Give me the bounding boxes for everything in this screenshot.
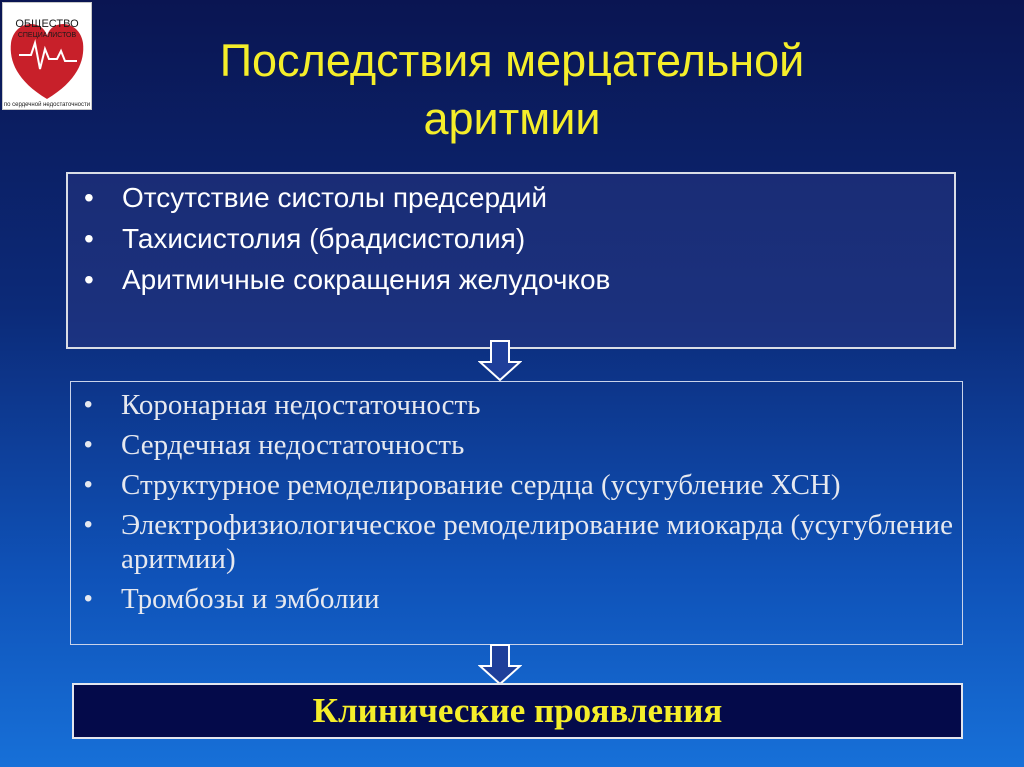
logo-text-top: ОБЩЕСТВО [15, 18, 79, 30]
list-item-text: Электрофизиологическое ремоделирование миокарда (усугубление аритмии) [121, 509, 953, 575]
bullet: • [84, 585, 93, 612]
list-item-text: Структурное ремоделирование сердца (усугубление ХСН) [121, 469, 841, 501]
list-item [68, 218, 954, 259]
slide-title [100, 32, 924, 148]
list-item-text: Тахисистолия (брадисистолия) [122, 223, 526, 254]
bullet: • [84, 264, 94, 295]
bullet: • [84, 471, 93, 498]
clinical-manifestations-box [72, 683, 963, 739]
title-line-1: Последствия мерцательной [219, 35, 805, 86]
list-item [71, 428, 962, 462]
society-logo [2, 2, 92, 110]
list-item-text: Аритмичные сокращения желудочков [122, 264, 611, 295]
list-item [71, 388, 962, 422]
clinical-manifestations-label: Клинические проявления [312, 691, 723, 730]
logo-text-arc: по сердечной недостаточности [3, 102, 91, 108]
heart-logo-icon [3, 3, 91, 109]
bullet: • [84, 391, 93, 418]
logo-text-mid: СПЕЦИАЛИСТОВ [17, 32, 77, 39]
list-item [71, 582, 962, 616]
bullet: • [84, 182, 94, 213]
list-item-text: Тромбозы и эмболии [121, 583, 380, 615]
list-item-text: Коронарная недостаточность [121, 389, 481, 421]
bullet: • [84, 511, 93, 538]
list-item [68, 177, 954, 218]
arrow-down-icon [478, 644, 522, 686]
list-item [71, 468, 962, 502]
list-item-text: Сердечная недостаточность [121, 429, 465, 461]
complications-list [71, 388, 962, 616]
arrow-down-icon [478, 340, 522, 382]
list-item [71, 508, 962, 576]
primary-effects-box [66, 172, 956, 349]
primary-effects-list [68, 174, 954, 300]
title-line-2: аритмии [423, 93, 601, 144]
list-item-text: Отсутствие систолы предсердий [122, 182, 547, 213]
bullet: • [84, 223, 94, 254]
complications-box [70, 381, 963, 645]
bullet: • [84, 431, 93, 458]
list-item [68, 259, 954, 300]
